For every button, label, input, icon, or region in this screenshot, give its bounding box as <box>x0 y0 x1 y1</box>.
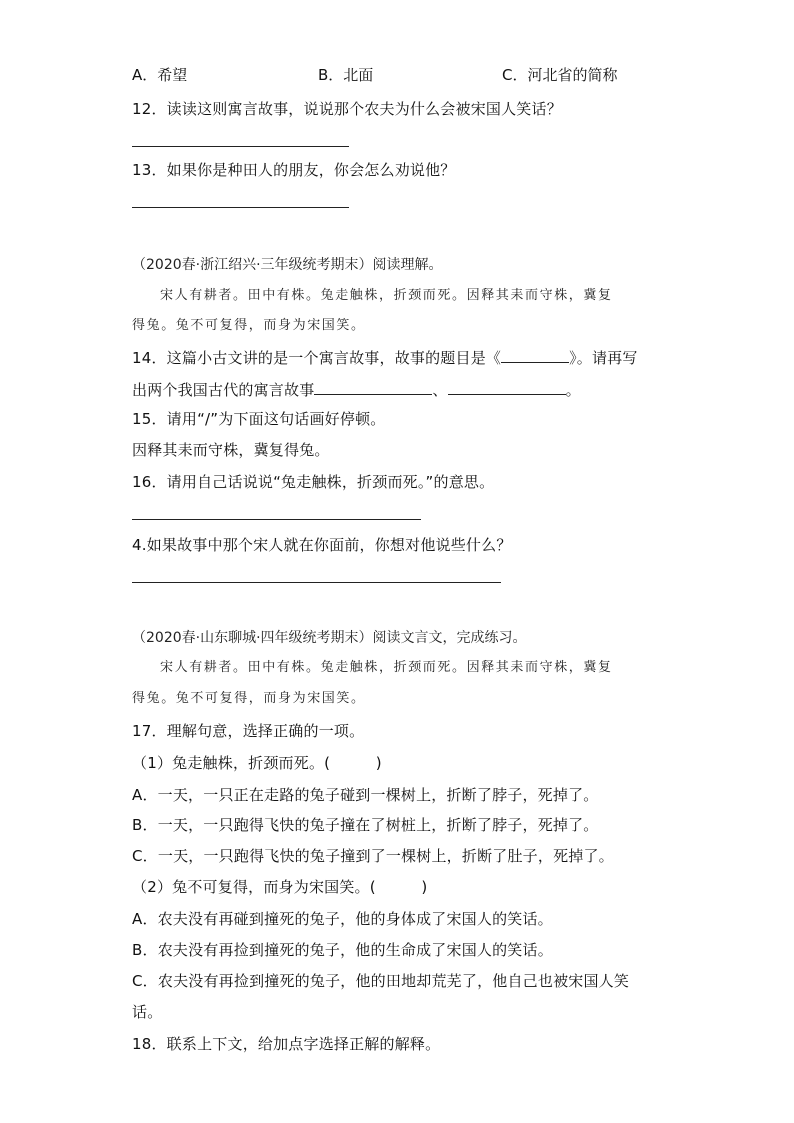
question-14-part-2: 》。请再写 <box>569 349 638 367</box>
passage-1-text-line-2: 得兔。兔不可复得，而身为宋国笑。 <box>132 318 366 333</box>
answer-line-12[interactable] <box>132 146 349 147</box>
question-17-2-option-a[interactable]: A．农夫没有再碰到撞死的兔子，他的身体成了宋国人的笑话。 <box>132 910 553 928</box>
question-15: 15．请用“/”为下面这句话画好停顿。 <box>132 410 386 428</box>
question-17-1-option-b[interactable]: B．一天，一只跑得飞快的兔子撞在了树桩上，折断了脖子，死掉了。 <box>132 816 599 834</box>
question-14-separator: 、 <box>432 381 448 399</box>
passage-2-text-line-2: 得兔。兔不可复得，而身为宋国笑。 <box>132 691 366 706</box>
q11-option-a: A．希望 <box>132 66 188 84</box>
answer-line-16[interactable] <box>132 519 421 520</box>
question-14-line-2 <box>132 378 581 400</box>
question-14-line-2-text: 出两个我国古代的寓言故事 <box>132 381 315 399</box>
question-17: 17．理解句意，选择正确的一项。 <box>132 722 365 740</box>
question-14 <box>132 346 638 368</box>
question-17-2: （2）兔不可复得，而身为宋国笑。( ) <box>132 878 428 896</box>
passage-2-text-line-1: 宋人有耕者。田中有株。兔走触株，折颈而死。因释其耒而守株，冀复 <box>160 660 613 675</box>
answer-line-4[interactable] <box>132 582 501 583</box>
q11-option-b: B．北面 <box>318 66 374 84</box>
q11-option-c: C．河北省的简称 <box>502 66 618 84</box>
question-17-2-option-c-continued: 话。 <box>132 1003 163 1021</box>
passage-1-source: （2020春·浙江绍兴·三年级统考期末）阅读理解。 <box>132 257 443 273</box>
question-17-2-option-b[interactable]: B．农夫没有再捡到撞死的兔子，他的生命成了宋国人的笑话。 <box>132 941 553 959</box>
question-18: 18．联系上下文，给加点字选择正解的解释。 <box>132 1035 441 1053</box>
question-12: 12．读读这则寓言故事，说说那个农夫为什么会被宋国人笑话？ <box>132 100 562 118</box>
passage-1-text-line-1: 宋人有耕者。田中有株。兔走触株，折颈而死。因释其耒而守株，冀复 <box>160 288 613 303</box>
question-14-end: 。 <box>565 381 581 399</box>
question-17-1-option-c[interactable]: C．一天，一只跑得飞快的兔子撞到了一棵树上，折断了肚子，死掉了。 <box>132 847 614 865</box>
answer-blank-14-title[interactable] <box>501 346 569 363</box>
answer-blank-14-story-2[interactable] <box>448 378 566 395</box>
question-17-1: （1）兔走触株，折颈而死。( ) <box>132 754 382 772</box>
question-16: 16．请用自己话说说“兔走触株，折颈而死。”的意思。 <box>132 473 495 491</box>
question-4: 4.如果故事中那个宋人就在你面前，你想对他说些什么？ <box>132 536 512 554</box>
passage-2-source: （2020春·山东聊城·四年级统考期末）阅读文言文，完成练习。 <box>132 630 527 646</box>
question-17-1-option-a[interactable]: A．一天，一只正在走路的兔子碰到一棵树上，折断了脖子，死掉了。 <box>132 786 599 804</box>
question-17-2-option-c[interactable]: C．农夫没有再捡到撞死的兔子，他的田地却荒芜了，他自己也被宋国人笑 <box>132 972 630 990</box>
question-13: 13．如果你是种田人的朋友，你会怎么劝说他？ <box>132 161 456 179</box>
question-15-sentence: 因释其耒而守株，冀复得兔。 <box>132 441 330 459</box>
question-14-part-1: 14．这篇小古文讲的是一个寓言故事，故事的题目是《 <box>132 349 502 367</box>
answer-line-13[interactable] <box>132 207 349 208</box>
answer-blank-14-story-1[interactable] <box>314 378 432 395</box>
